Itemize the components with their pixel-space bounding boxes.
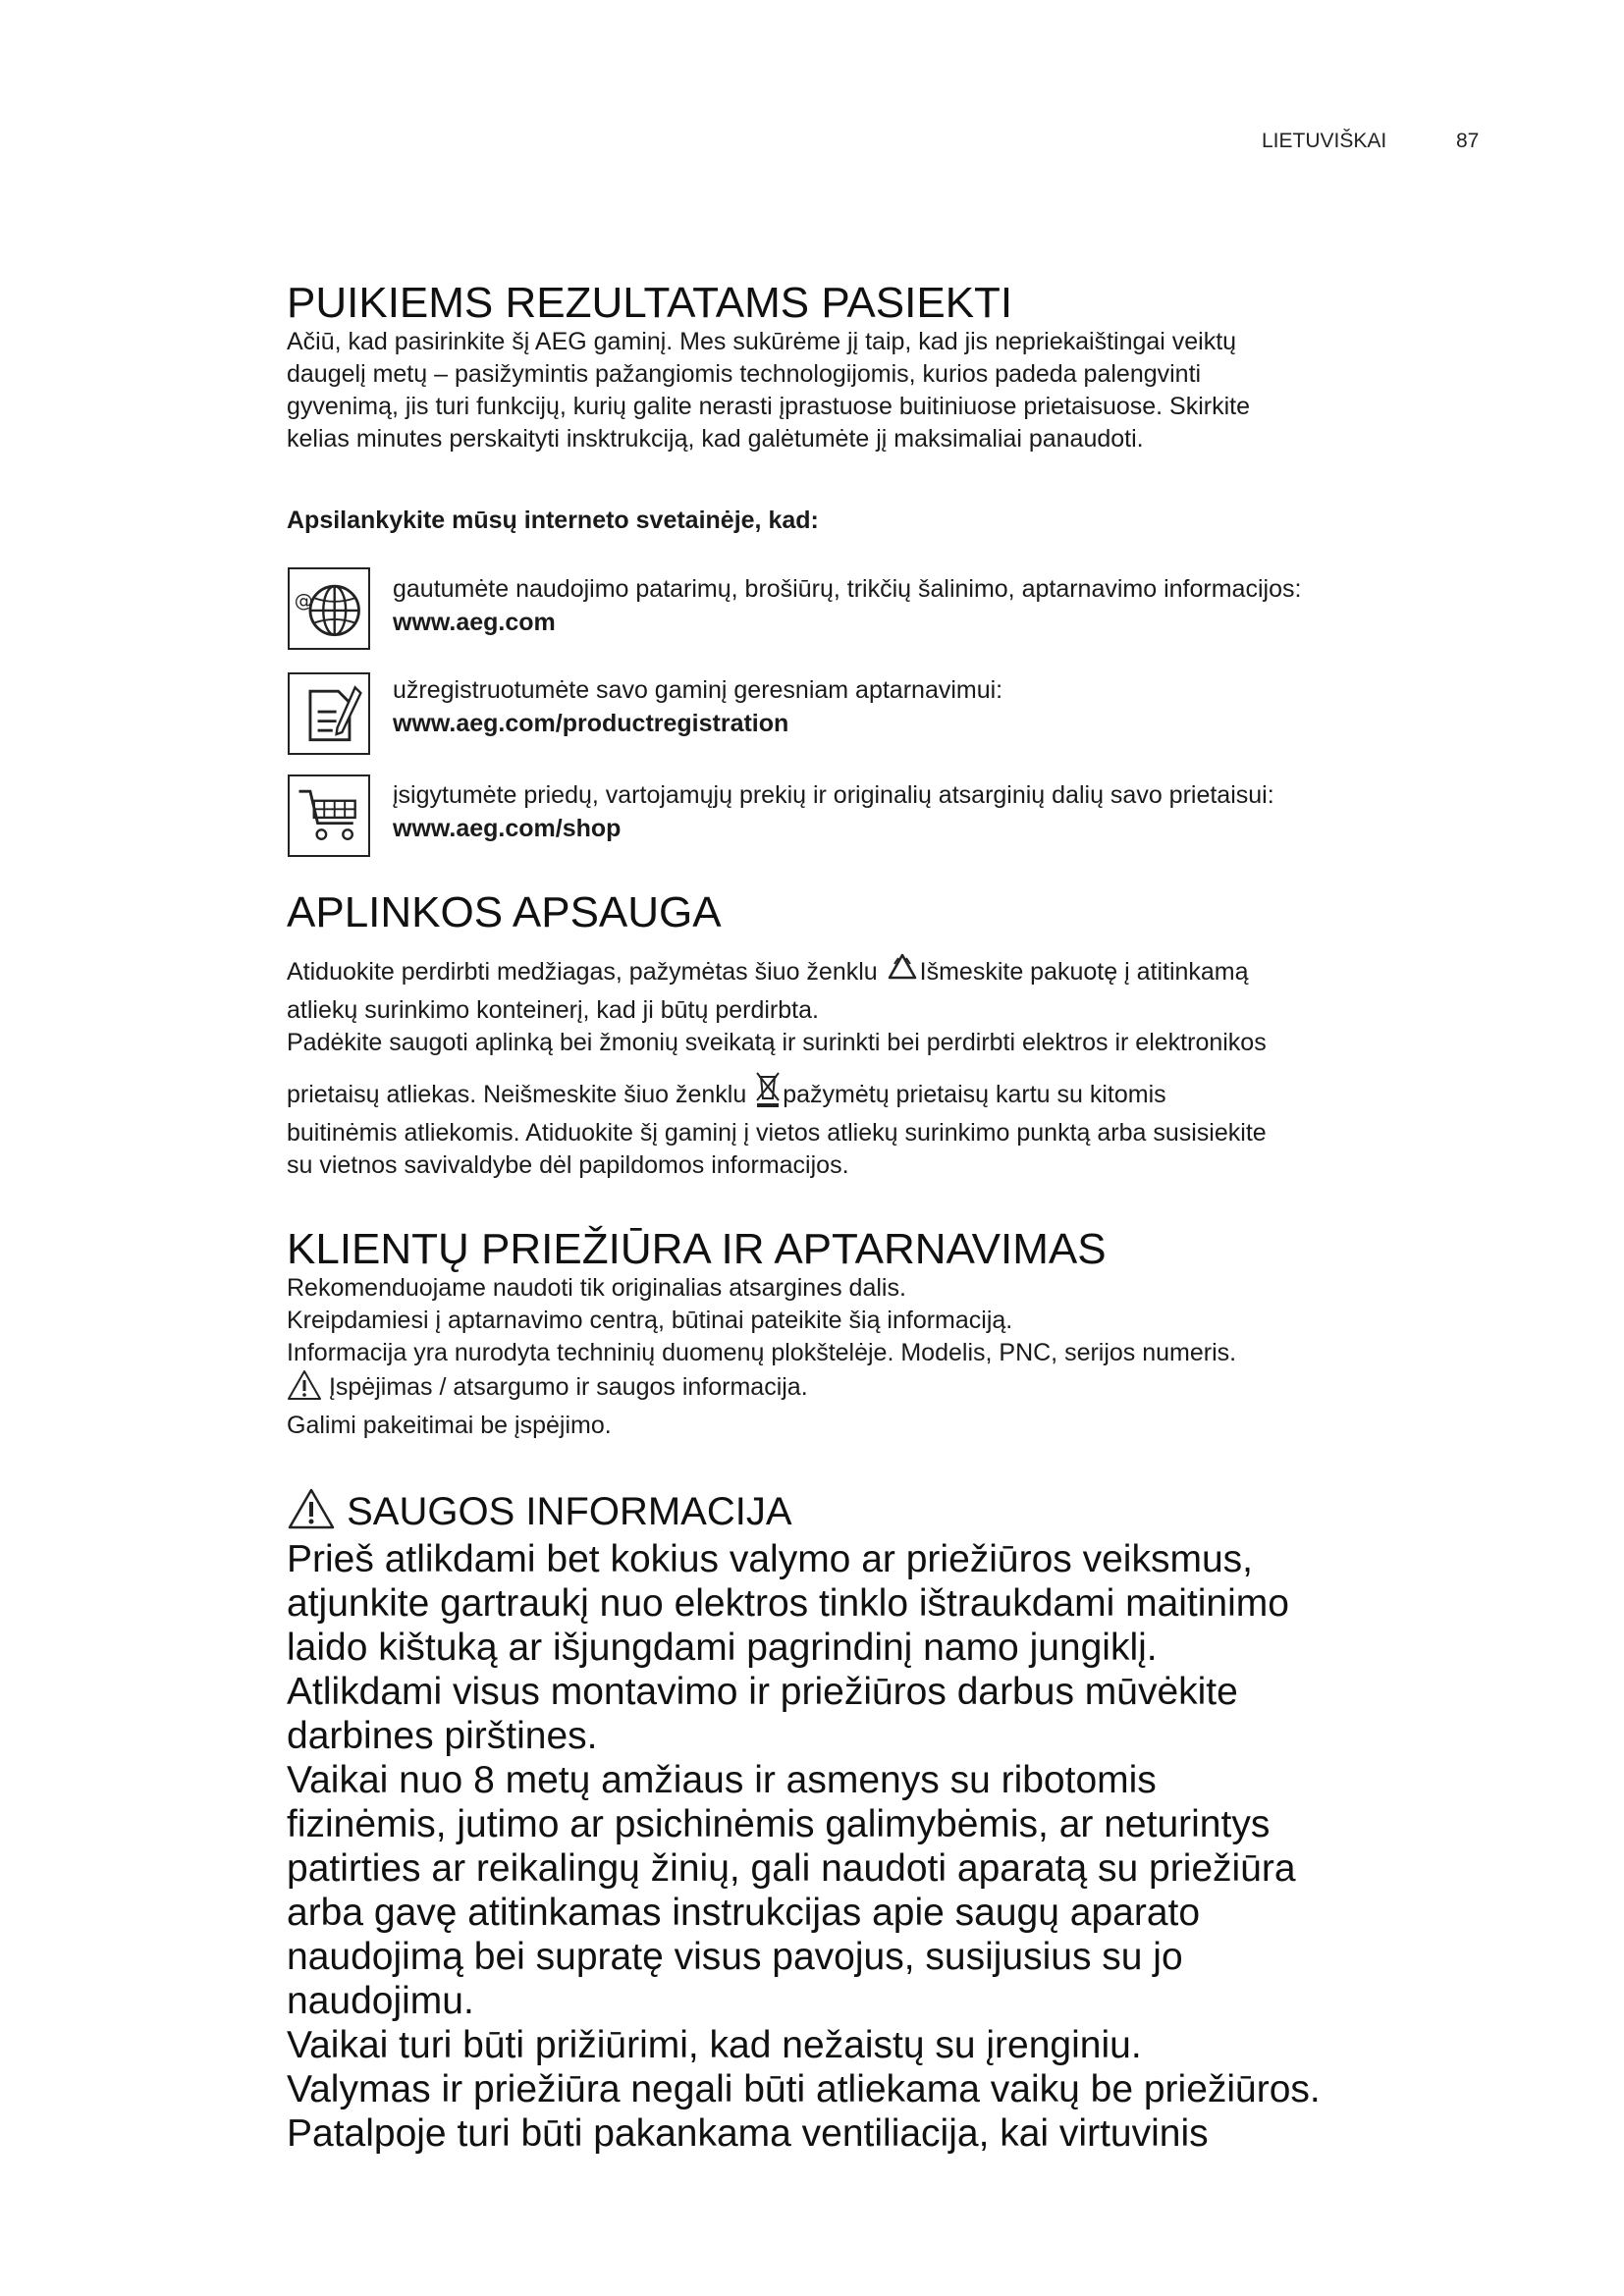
env-text: Atiduokite perdirbti medžiagas, pažymėtas šiuo ženklu	[287, 958, 885, 986]
section-title-results: PUIKIEMS REZULTATAMS PASIEKTI	[287, 279, 1013, 327]
safety-line: Atlikdami visus montavimo ir priežiūros darbus mūvėkite	[287, 1671, 1238, 1713]
link-url-registration[interactable]: www.aeg.com/productregistration	[393, 710, 789, 737]
safety-line: laido kištuką ar išjungdami pagrindinį namo jungiklį.	[287, 1627, 1158, 1669]
link-description: gautumėte naudojimo patarimų, brošiūrų, trikčių šalinimo, aptarnavimo informacijos:	[393, 575, 1302, 603]
env-text: prietaisų atliekas. Neišmeskite šiuo ženklu	[287, 1081, 754, 1108]
globe-icon	[288, 567, 370, 650]
safety-line: Vaikai nuo 8 metų amžiaus ir asmenys su ribotomis	[287, 1759, 1157, 1801]
safety-line: Valymas ir priežiūra negali būti atliekama vaikų be priežiūros.	[287, 2068, 1321, 2110]
page-number: 87	[1456, 130, 1480, 152]
safety-line: atjunkite gartraukį nuo elektros tinklo ištraukdami maitinimo	[287, 1582, 1289, 1625]
safety-line: darbines pirštines.	[287, 1715, 598, 1757]
registration-icon	[288, 672, 370, 755]
svg-text:@: @	[294, 590, 313, 613]
section-title-environment: APLINKOS APSAUGA	[287, 888, 722, 936]
intro-line: kelias minutes perskaityti insktrukciją, kad galėtumėte jį maksimaliai panaudoti.	[287, 425, 1144, 453]
intro-line: Ačiū, kad pasirinkite šį AEG gaminį. Mes sukūrėme jį taip, kad jis nepriekaištingai veiktų	[287, 328, 1237, 355]
recycle-icon	[885, 952, 920, 994]
header-language: LIETUVIŠKAI	[1262, 130, 1387, 152]
link-description: įsigytumėte priedų, vartojamųjų prekių ir originalių atsarginių dalių savo prietaisui:	[393, 781, 1274, 809]
link-url-shop[interactable]: www.aeg.com/shop	[393, 815, 622, 842]
section-title-customer-care: KLIENTŲ PRIEŽIŪRA IR APTARNAVIMAS	[287, 1225, 1107, 1273]
care-text: Kreipdamiesi į aptarnavimo centrą, būtinai pateikite šią informaciją.	[287, 1307, 1013, 1334]
safety-line: Vaikai turi būti prižiūrimi, kad nežaistų su įrenginiu.	[287, 2024, 1142, 2066]
env-text: su vietnos savivaldybe dėl papildomos informacijos.	[287, 1151, 849, 1179]
care-text: Rekomenduojame naudoti tik originalias atsargines dalis.	[287, 1274, 906, 1302]
care-text: Įspėjimas / atsargumo ir saugos informacija.	[328, 1373, 808, 1401]
link-row-shop	[393, 778, 1274, 845]
env-text: buitinėmis atliekomis. Atiduokite šį gaminį į vietos atliekų surinkimo punktą arba susisiekite	[287, 1119, 1267, 1147]
link-url-aeg[interactable]: www.aeg.com	[393, 609, 556, 636]
care-text: Galimi pakeitimai be įspėjimo.	[287, 1412, 612, 1439]
safety-line: naudojimą bei supratę visus pavojus, susijusius su jo	[287, 1936, 1183, 1978]
env-text: pažymėtų prietaisų kartu su kitomis	[783, 1081, 1166, 1108]
safety-line: fizinėmis, jutimo ar psichinėmis galimybėmis, ar neturintys	[287, 1803, 1271, 1845]
shopping-cart-icon	[288, 774, 370, 857]
visit-heading: Apsilankykite mūsų interneto svetainėje, kad:	[287, 507, 819, 534]
crossed-bin-icon	[753, 1069, 783, 1117]
care-text: Informacija yra nurodyta techninių duomenų plokštelėje. Modelis, PNC, serijos numeris.	[287, 1339, 1237, 1366]
warning-icon	[287, 1369, 322, 1410]
warning-icon	[287, 1487, 336, 1541]
intro-line: daugelį metų – pasižymintis pažangiomis technologijomis, kurios padeda palengvinti	[287, 360, 1202, 388]
link-row-registration	[393, 673, 1002, 740]
customer-care-paragraph	[287, 1272, 1236, 1442]
intro-paragraph	[287, 326, 1250, 455]
safety-line: patirties ar reikalingų žinių, gali naudoti aparatą su priežiūra	[287, 1847, 1296, 1890]
section-title-safety	[287, 1487, 792, 1541]
env-text: atliekų surinkimo konteinerį, kad ji būtų perdirbta.	[287, 996, 819, 1024]
env-text: Padėkite saugoti aplinką bei žmonių sveikatą ir surinkti bei perdirbti elektros ir elektronikos	[287, 1029, 1267, 1056]
env-text: Išmeskite pakuotę į atitinkamą	[919, 958, 1249, 986]
link-description: užregistruotumėte savo gaminį geresniam aptarnavimui:	[393, 676, 1003, 704]
safety-line: naudojimu.	[287, 1980, 474, 2022]
safety-title-text: SAUGOS INFORMACIJA	[347, 1490, 792, 1533]
safety-line: Prieš atlikdami bet kokius valymo ar priežiūros veiksmus,	[287, 1538, 1253, 1580]
safety-line: arba gavę atitinkamas instrukcijas apie saugų aparato	[287, 1892, 1201, 1934]
link-row-support	[393, 572, 1301, 639]
safety-paragraph	[287, 1537, 1321, 2156]
intro-line: gyvenimą, jis turi funkcijų, kurių galite nerasti įprastuose buitiniuose prietaisuose. Skirkite	[287, 393, 1251, 420]
environment-paragraph-1	[287, 952, 1267, 1182]
safety-line: Patalpoje turi būti pakankama ventiliacija, kai virtuvinis	[287, 2112, 1209, 2155]
